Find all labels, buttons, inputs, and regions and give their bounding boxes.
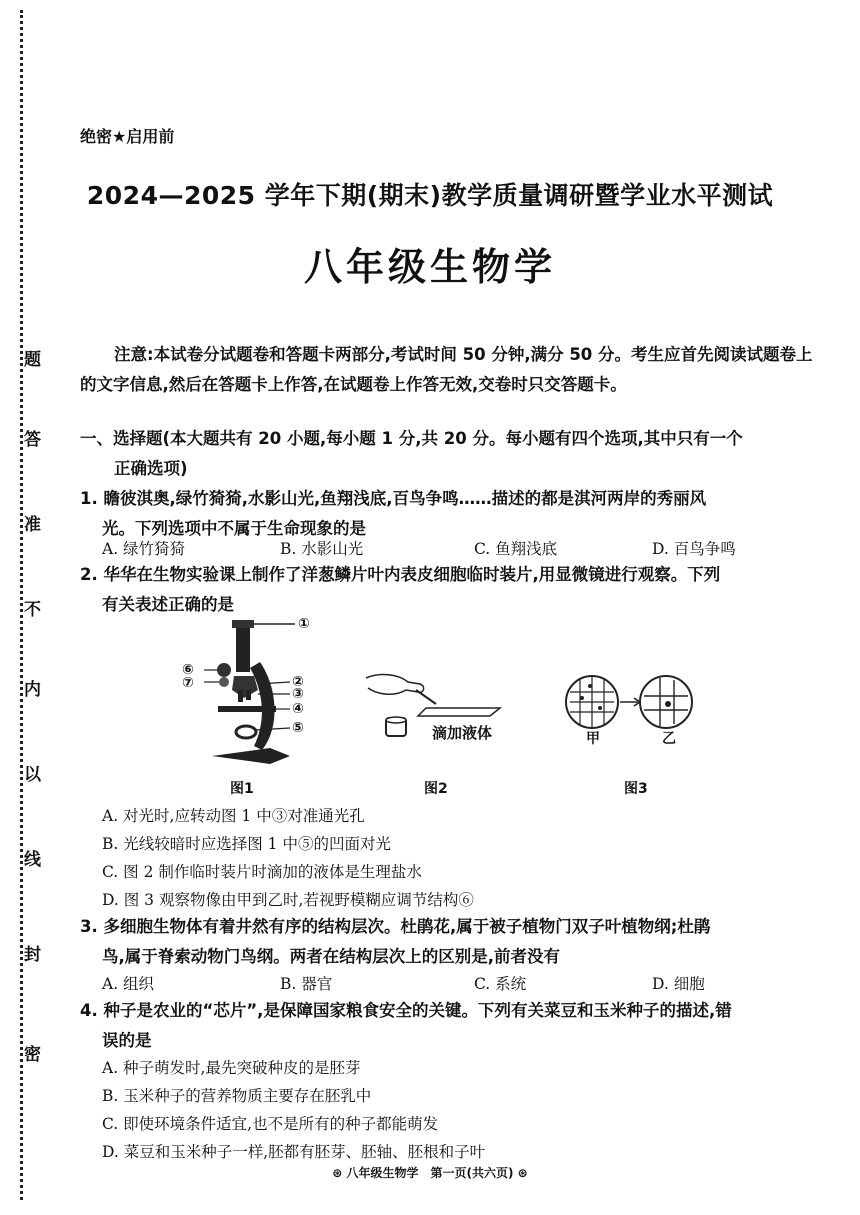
exam-notice: 注意:本试卷分试题卷和答题卡两部分,考试时间 50 分钟,满分 50 分。考生应首先阅读试题卷上的文字信息,然后在答题卡上作答,在试题卷上作答无效,交卷时只交答题卡。	[80, 345, 813, 394]
question-4-option-b: B. 玉米种子的营养物质主要存在胚乳中	[102, 1087, 372, 1105]
field-of-view-figure	[560, 668, 710, 738]
binding-char: 不	[24, 600, 41, 620]
label-1: ①	[298, 616, 310, 632]
binding-char: 准	[24, 515, 41, 535]
option-c: C. 系统	[474, 975, 527, 993]
binding-char: 以	[24, 765, 41, 785]
coarse-knob	[217, 663, 231, 677]
drop-liquid-label: 滴加液体	[432, 724, 493, 742]
question-4-option-d: D. 菜豆和玉米种子一样,胚都有胚芽、胚轴、胚根和子叶	[102, 1143, 486, 1161]
question-2-option-d: D. 图 3 观察物像由甲到乙时,若视野模糊应调节结构⑥	[102, 891, 474, 909]
question-4-stem-line2: 误的是	[102, 1031, 152, 1050]
microscope-figure	[200, 618, 350, 768]
objective-lens	[246, 690, 251, 700]
question-1	[80, 484, 820, 544]
option-a: A. 组织	[102, 975, 155, 993]
hand-outline	[366, 675, 424, 695]
microscope-stage	[218, 706, 276, 712]
confidential-label: 绝密★启用前	[80, 127, 175, 146]
label-4: ④	[292, 701, 304, 717]
question-2-figures	[182, 616, 720, 798]
label-jia: 甲	[586, 731, 600, 747]
binding-char: 密	[24, 1045, 41, 1065]
binding-char: 封	[24, 945, 41, 965]
footer-text: 八年级生物学 第一页(共六页)	[346, 1166, 514, 1180]
question-3-stem-line2: 鸟,属于脊索动物门鸟纲。两者在结构层次上的区别是,前者没有	[102, 947, 561, 966]
page-footer	[0, 1164, 860, 1181]
label-2: ②	[292, 674, 304, 690]
question-3	[80, 912, 820, 972]
exam-title: 2024—2025 学年下期(期末)教学质量调研暨学业水平测试	[86, 181, 774, 210]
figure-1-caption: 图1	[230, 781, 254, 797]
label-yi: 乙	[662, 731, 676, 747]
label-5: ⑤	[292, 720, 304, 736]
section-heading-line1: 一、选择题(本大题共有 20 小题,每小题 1 分,共 20 分。每小题有四个选项,其中只有一个	[80, 429, 743, 448]
section-heading	[80, 424, 820, 484]
option-b: B. 器官	[280, 975, 333, 993]
question-4-option-c: C. 即使环境条件适宜,也不是所有的种子都能萌发	[102, 1115, 439, 1133]
footer-mark-icon: ⊛	[517, 1166, 528, 1180]
question-2-option-c: C. 图 2 制作临时装片时滴加的液体是生理盐水	[102, 863, 422, 881]
binding-char: 题	[24, 350, 41, 370]
question-2	[80, 560, 820, 620]
glass-slide	[418, 708, 500, 716]
footer-mark-icon: ⊛	[332, 1166, 343, 1180]
binding-char: 答	[24, 430, 41, 450]
dropper	[416, 690, 436, 704]
option-d: D. 细胞	[652, 975, 705, 993]
question-1-stem-line1: 1. 瞻彼淇奥,绿竹猗猗,水影山光,鱼翔浅底,百鸟争鸣……描述的都是淇河两岸的秀丽风	[80, 489, 707, 508]
question-2-option-b: B. 光线较暗时应选择图 1 中⑤的凹面对光	[102, 835, 391, 853]
microscope-tube	[236, 624, 250, 672]
binding-char: 线	[24, 850, 41, 870]
option-c: C. 鱼翔浅底	[474, 540, 558, 558]
label-7: ⑦	[182, 675, 194, 691]
subject-title: 八年级生物学	[303, 244, 556, 289]
option-d: D. 百鸟争鸣	[652, 540, 736, 558]
figure-2-caption: 图2	[424, 781, 448, 797]
microscope-base	[212, 748, 290, 764]
question-4	[80, 996, 820, 1056]
objective-lens	[238, 690, 243, 702]
option-a: A. 绿竹猗猗	[102, 540, 186, 558]
question-4-option-a: A. 种子萌发时,最先突破种皮的是胚芽	[102, 1059, 361, 1077]
figure-3-caption: 图3	[624, 781, 648, 797]
nosepiece	[232, 676, 258, 698]
binding-char: 内	[24, 680, 41, 700]
fine-knob	[219, 677, 229, 687]
question-2-option-a: A. 对光时,应转动图 1 中③对准通光孔	[102, 807, 365, 825]
question-2-stem-line1: 2. 华华在生物实验课上制作了洋葱鳞片叶内表皮细胞临时装片,用显微镜进行观察。下列	[80, 565, 721, 584]
microscope-eyepiece	[232, 620, 254, 628]
question-4-stem-line1: 4. 种子是农业的“芯片”,是保障国家粮食安全的关键。下列有关菜豆和玉米种子的描述,错	[80, 1001, 732, 1020]
question-2-stem-line2: 有关表述正确的是	[102, 595, 234, 614]
label-3: ③	[292, 686, 304, 702]
section-heading-line2: 正确选项)	[114, 459, 188, 478]
label-6: ⑥	[182, 662, 194, 678]
question-3-stem-line1: 3. 多细胞生物体有着井然有序的结构层次。杜鹃花,属于被子植物门双子叶植物纲;杜鹃	[80, 917, 711, 936]
option-b: B. 水影山光	[280, 540, 364, 558]
microscope-mirror	[236, 726, 256, 738]
question-1-stem-line2: 光。下列选项中不属于生命现象的是	[102, 519, 366, 538]
